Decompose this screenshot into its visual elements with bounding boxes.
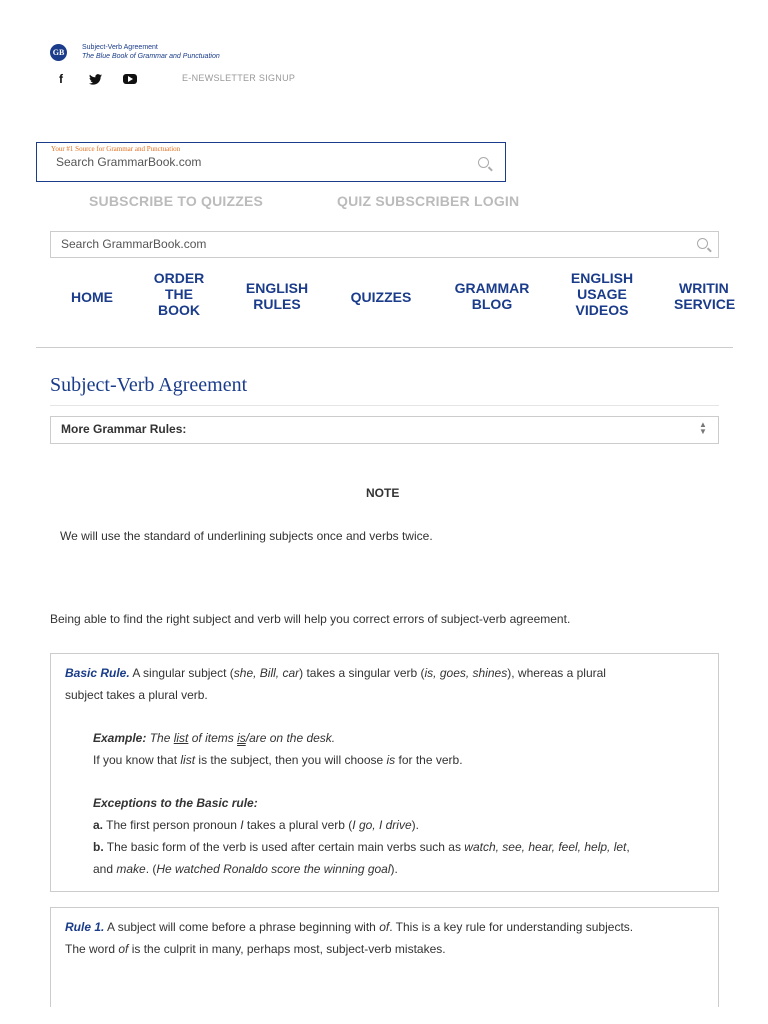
chevron-updown-icon[interactable]: ▲ ▼ (699, 420, 707, 436)
brand-subtitle: The Blue Book of Grammar and Punctuation (82, 53, 220, 60)
facebook-icon[interactable]: f (59, 72, 63, 86)
verb-double-underline: is (237, 731, 246, 745)
twitter-icon[interactable] (89, 74, 102, 85)
nav-usage-videos[interactable]: ENGLISH USAGE VIDEOS (570, 270, 634, 318)
rule1-paragraph: Rule 1. A subject will come before a phrase beginning with of. This is a key rule for understanding subjects. The word of is the culprit in many, perhaps most, subject-verb mistakes. (65, 920, 634, 956)
basic-rule-example: Example: The list of items is/are on the desk. If you know that list is the subject, then you will choose is for the verb. (93, 731, 463, 767)
example-label: Example: (93, 731, 147, 745)
page-title: Subject-Verb Agreement (50, 374, 248, 396)
subscribe-quizzes-link[interactable]: SUBSCRIBE TO QUIZZES (89, 193, 264, 209)
nav-writing-services[interactable]: WRITIN SERVICE (674, 280, 736, 312)
youtube-icon[interactable] (123, 74, 137, 84)
note-heading: NOTE (366, 486, 400, 500)
top-search-input[interactable]: Search GrammarBook.com (56, 155, 202, 169)
nav-grammar-blog[interactable]: GRAMMAR BLOG (454, 280, 530, 312)
nav-english-rules[interactable]: ENGLISH RULES (245, 280, 309, 312)
basic-rule-paragraph: Basic Rule. A singular subject (she, Bill, car) takes a singular verb (is, goes, shines), whereas a plural subject takes a plural verb. (65, 666, 606, 702)
brand-title[interactable]: Subject-Verb Agreement (82, 44, 158, 51)
title-divider (50, 405, 719, 406)
nav-order-book[interactable]: ORDER THE BOOK (153, 270, 205, 318)
tagline: Your #1 Source for Grammar and Punctuation (51, 145, 181, 153)
basic-rule-label: Basic Rule. (65, 666, 130, 680)
exceptions-label: Exceptions to the Basic rule: (93, 796, 258, 810)
subject-underline: list (173, 731, 189, 745)
more-rules-label[interactable]: More Grammar Rules: (61, 422, 187, 436)
nav-home[interactable]: HOME (71, 289, 113, 305)
intro-text: Being able to find the right subject and verb will help you correct errors of subject-verb agreement. (50, 612, 571, 626)
search-icon[interactable] (478, 157, 489, 168)
note-text: We will use the standard of underlining subjects once and verbs twice. (60, 529, 433, 543)
nav-quizzes[interactable]: QUIZZES (350, 289, 412, 305)
quiz-login-link[interactable]: QUIZ SUBSCRIBER LOGIN (337, 193, 520, 209)
basic-rule-exceptions: Exceptions to the Basic rule: a. The first person pronoun I takes a plural verb (I go, I drive). b. The basic form of the verb is used after certain main verbs such as watch, see, hear, feel, help, let, and make. (He watched Ronaldo score the winning goal). (93, 796, 630, 876)
newsletter-signup-link[interactable]: E-NEWSLETTER SIGNUP (182, 73, 296, 83)
rule1-label: Rule 1. (65, 920, 105, 934)
search-icon[interactable] (697, 238, 708, 249)
nav-divider (36, 347, 733, 348)
site-search-input[interactable]: Search GrammarBook.com (61, 237, 207, 251)
logo-icon[interactable]: GB (50, 44, 67, 61)
